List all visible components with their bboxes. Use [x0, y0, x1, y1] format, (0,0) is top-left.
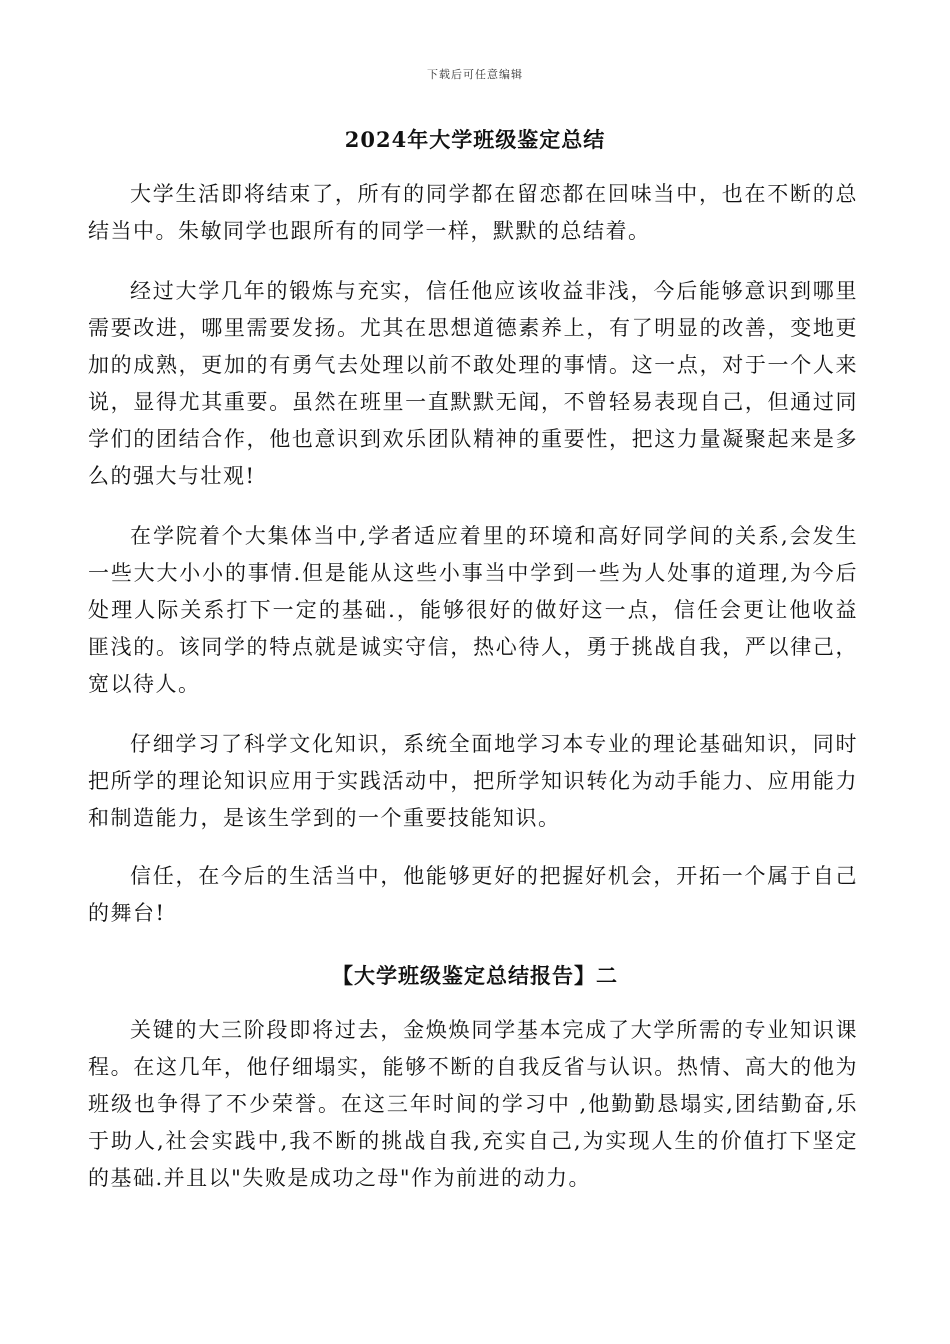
- paragraph: 仔细学习了科学文化知识，系统全面地学习本专业的理论基础知识，同时把所学的理论知识应用于实践活动中，把所学知识转化为动手能力、应用能力和制造能力，是该生学到的一个重要技能知识。: [88, 732, 858, 830]
- paragraph: 信任，在今后的生活当中，他能够更好的把握好机会，开拓一个属于自己的舞台!: [88, 864, 858, 925]
- header-note: 下载后可任意编辑: [427, 68, 523, 81]
- paragraph: 经过大学几年的锻炼与充实，信任他应该收益非浅，今后能够意识到哪里需要改进，哪里需要发扬。尤其在思想道德素养上，有了明显的改善，变地更加的成熟，更加的有勇气去处理以前不敢处理的事情。这一点，对于一个人来说，显得尤其重要。虽然在班里一直默默无闻，不曾轻易表现自己，但通过同学们的团结合作，他也意识到欢乐团队精神的重要性，把这力量凝聚起来是多么的强大与壮观!: [88, 279, 858, 488]
- paragraph: 在学院着个大集体当中,学者适应着里的环境和高好同学间的关系,会发生一些大大小小的事情.但是能从这些小事当中学到一些为人处事的道理,为今后处理人际关系打下一定的基础.，能够很好的做好这一点，信任会更让他收益匪浅的。该同学的特点就是诚实守信，热心待人，勇于挑战自我，严以律己，宽以待人。: [88, 524, 858, 696]
- section-title: 【大学班级鉴定总结报告】二: [332, 963, 618, 988]
- paragraph: 大学生活即将结束了，所有的同学都在留恋都在回味当中，也在不断的总结当中。朱敏同学也跟所有的同学一样，默默的总结着。: [88, 182, 858, 243]
- paragraph: 关键的大三阶段即将过去，金焕焕同学基本完成了大学所需的专业知识课程。在这几年，他仔细塌实，能够不断的自我反省与认识。热情、高大的他为班级也争得了不少荣誉。在这三年时间的学习中 ,他勤勤恳塌实,团结勤奋,乐于助人,社会实践中,我不断的挑战自我,充实自己,为实现人生的价值打下坚定的基础.并且以"失败是成功之母"作为前进的动力。: [88, 1018, 858, 1190]
- document-title: 2024年大学班级鉴定总结: [344, 127, 606, 152]
